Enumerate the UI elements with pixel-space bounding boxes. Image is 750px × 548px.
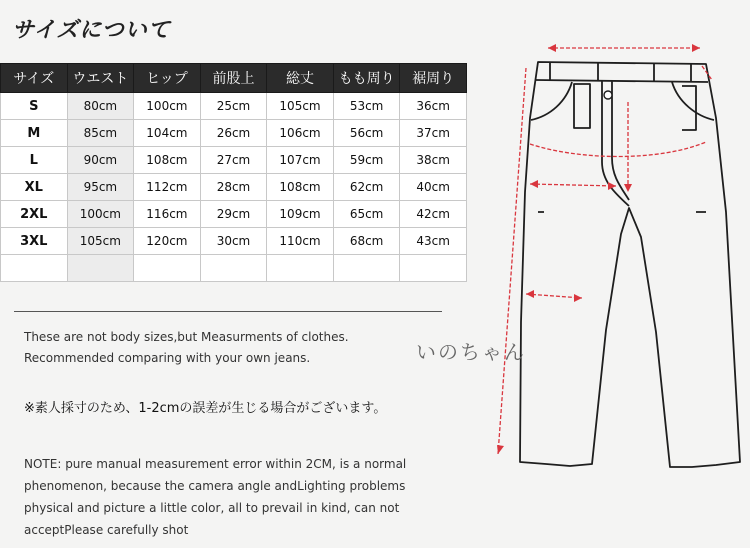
size-cell: S — [1, 93, 68, 120]
note-line: physical and picture a little color, all to prevail in kind, can not — [24, 501, 400, 515]
column-header-total-length: 総丈 — [267, 64, 334, 93]
table-cell: 107cm — [267, 147, 334, 174]
watermark-text: いのちゃん — [416, 340, 526, 364]
table-cell: 65cm — [333, 201, 400, 228]
table-cell: 30cm — [200, 228, 267, 255]
measurement-note — [24, 327, 349, 369]
table-cell: 104cm — [134, 120, 201, 147]
note-line: NOTE: pure manual measurement error within 2CM, is a normal — [24, 457, 407, 471]
table-cell — [67, 255, 134, 282]
column-header-hem: 裾周り — [400, 64, 467, 93]
column-header-hip: ヒップ — [134, 64, 201, 93]
table-cell — [333, 255, 400, 282]
table-cell: 59cm — [333, 147, 400, 174]
size-cell: M — [1, 120, 68, 147]
table-cell: 37cm — [400, 120, 467, 147]
measurement-lines — [498, 48, 712, 454]
size-cell: 2XL — [1, 201, 68, 228]
table-row-empty — [1, 255, 467, 282]
button-icon — [604, 91, 612, 99]
table-cell: 29cm — [200, 201, 267, 228]
table-cell: 90cm — [67, 147, 134, 174]
column-header-front-rise: 前股上 — [200, 64, 267, 93]
size-table-header-row — [1, 64, 467, 93]
table-row — [1, 120, 467, 147]
note-line: acceptPlease carefully shot — [24, 523, 189, 537]
jeans-measurement-diagram — [478, 22, 750, 548]
table-cell: 108cm — [134, 147, 201, 174]
page-title: サイズについて — [12, 18, 171, 43]
table-cell: 112cm — [134, 174, 201, 201]
column-header-thigh: もも周り — [333, 64, 400, 93]
table-cell: 116cm — [134, 201, 201, 228]
column-header-waist: ウエスト — [67, 64, 134, 93]
table-cell: 110cm — [267, 228, 334, 255]
divider — [14, 311, 442, 312]
table-cell: 106cm — [267, 120, 334, 147]
table-cell: 80cm — [67, 93, 134, 120]
error-note — [24, 453, 406, 541]
size-cell: 3XL — [1, 228, 68, 255]
table-cell: 36cm — [400, 93, 467, 120]
table-row — [1, 147, 467, 174]
table-cell: 53cm — [333, 93, 400, 120]
table-cell: 26cm — [200, 120, 267, 147]
table-cell: 42cm — [400, 201, 467, 228]
measurement-arrows — [497, 44, 700, 454]
table-cell: 68cm — [333, 228, 400, 255]
size-cell: XL — [1, 174, 68, 201]
note-line: Recommended comparing with your own jeans. — [24, 351, 311, 365]
table-cell: 120cm — [134, 228, 201, 255]
size-table — [0, 63, 467, 282]
table-cell: 108cm — [267, 174, 334, 201]
size-cell: L — [1, 147, 68, 174]
table-cell: 38cm — [400, 147, 467, 174]
table-cell: 40cm — [400, 174, 467, 201]
table-cell: 27cm — [200, 147, 267, 174]
japanese-note: ※素人採寸のため、1-2cmの誤差が生じる場合がございます。 — [24, 401, 387, 416]
table-cell: 105cm — [67, 228, 134, 255]
table-cell: 56cm — [333, 120, 400, 147]
table-cell: 43cm — [400, 228, 467, 255]
table-row — [1, 93, 467, 120]
table-cell: 85cm — [67, 120, 134, 147]
size-cell — [1, 255, 68, 282]
table-cell — [134, 255, 201, 282]
table-cell: 105cm — [267, 93, 334, 120]
table-cell: 100cm — [67, 201, 134, 228]
table-cell — [400, 255, 467, 282]
table-cell: 25cm — [200, 93, 267, 120]
column-header-size: サイズ — [1, 64, 68, 93]
table-cell — [267, 255, 334, 282]
table-row — [1, 228, 467, 255]
table-row — [1, 201, 467, 228]
table-cell: 95cm — [67, 174, 134, 201]
table-cell — [200, 255, 267, 282]
table-row — [1, 174, 467, 201]
table-cell: 100cm — [134, 93, 201, 120]
table-cell: 28cm — [200, 174, 267, 201]
note-line: phenomenon, because the camera angle andLighting problems — [24, 479, 406, 493]
jeans-outline — [520, 62, 740, 467]
table-cell: 109cm — [267, 201, 334, 228]
note-line: These are not body sizes,but Measurments of clothes. — [24, 330, 349, 344]
table-cell: 62cm — [333, 174, 400, 201]
